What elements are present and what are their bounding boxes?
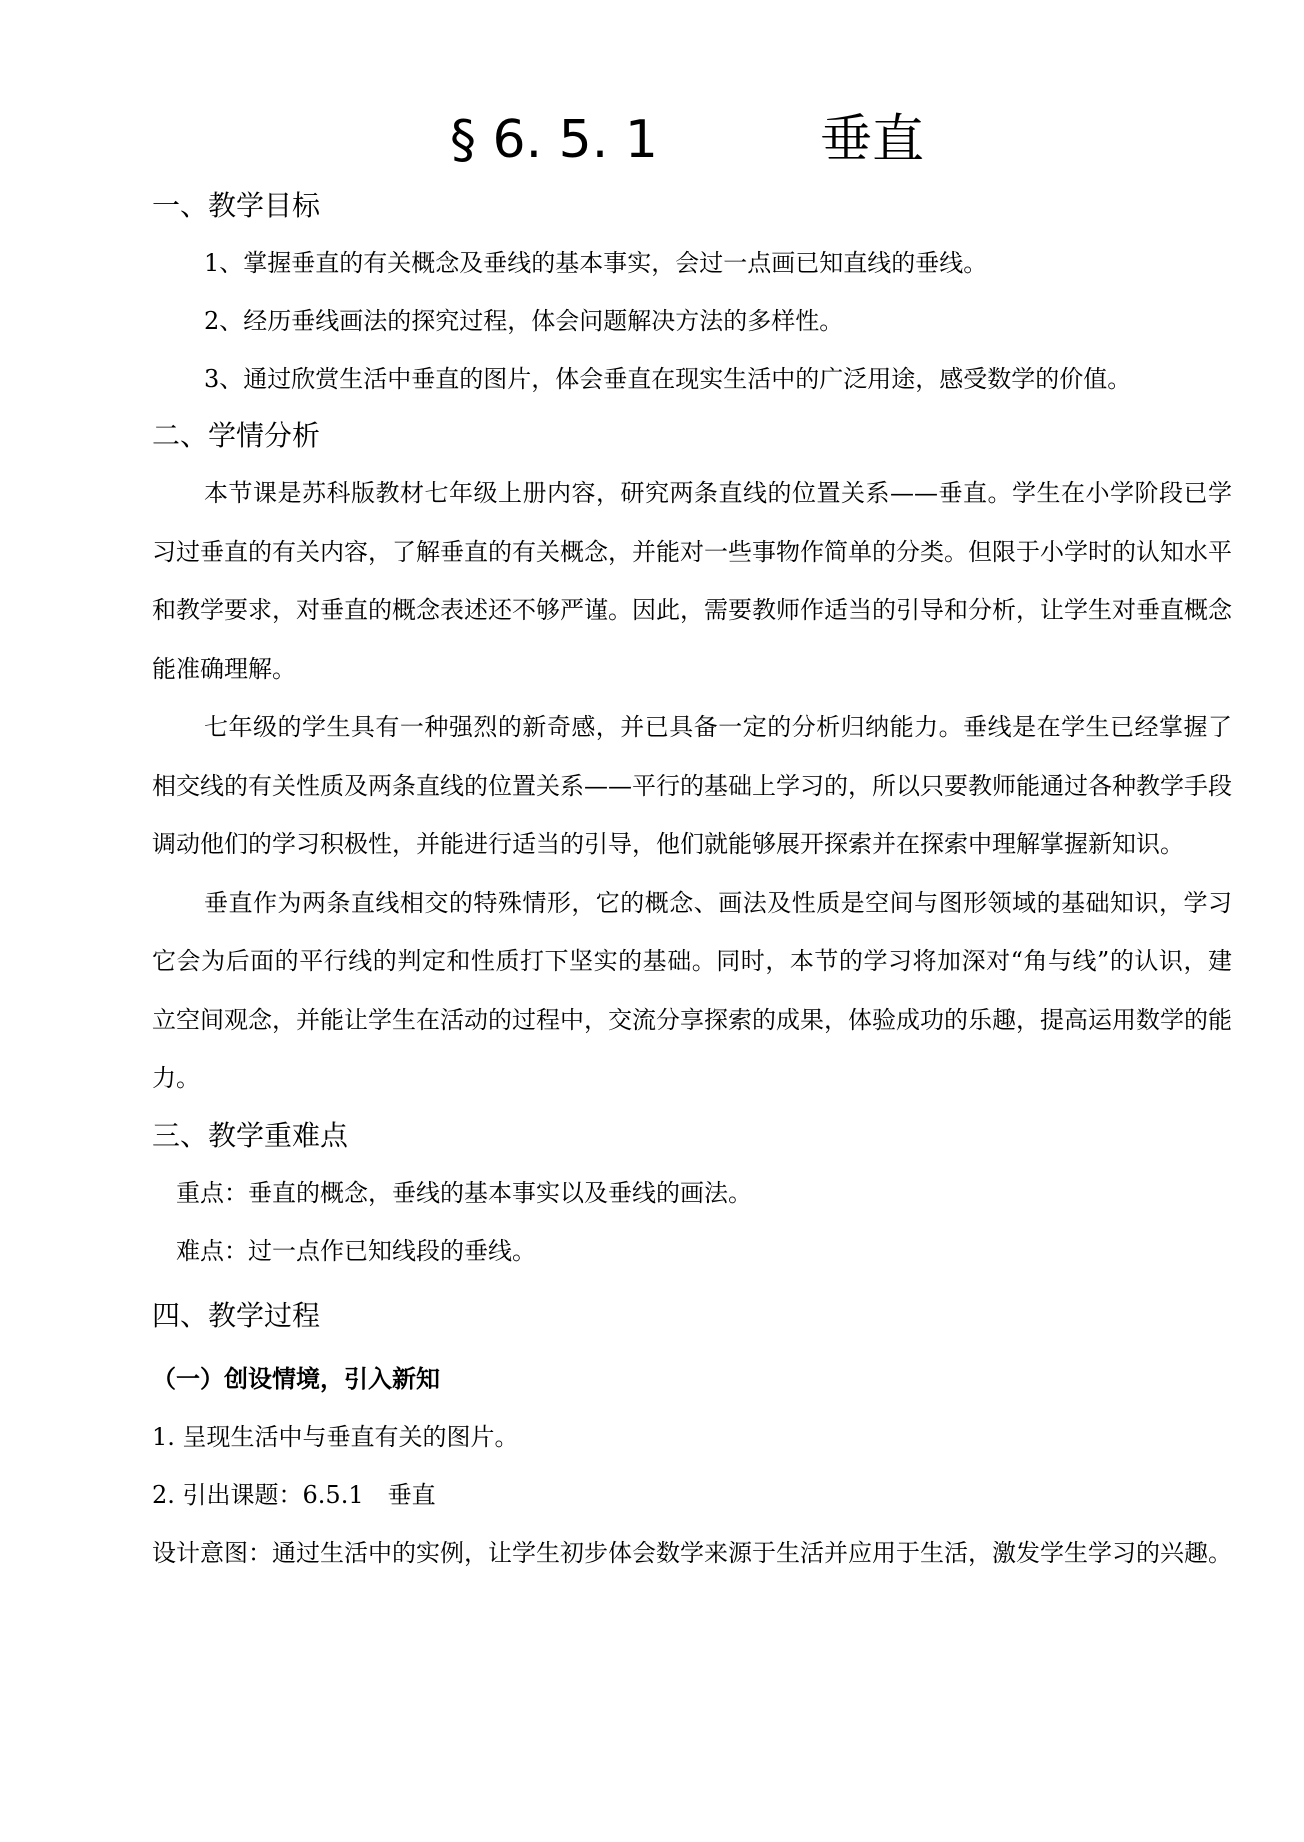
objective-item: 2、经历垂线画法的探究过程，体会问题解决方法的多样性。 — [204, 307, 844, 335]
analysis-paragraph: 垂直作为两条直线相交的特殊情形，它的概念、画法及性质是空间与图形领域的基础知识，学习它会为后面的平行线的判定和性质打下坚实的基础。同时，本节的学习将加深对“角与线”的认识，建立空间观念，并能让学生在活动的过程中，交流分享探索的成果，体验成功的乐趣，提高运用数学的能力。 — [152, 888, 1232, 1092]
objective-item: 3、通过欣赏生活中垂直的图片，体会垂直在现实生活中的广泛用途，感受数学的价值。 — [204, 365, 1132, 393]
process-step: 2. 引出课题：6.5.1 垂直 — [152, 1480, 436, 1509]
title-word: 垂直 — [820, 110, 925, 170]
document-body — [152, 178, 1232, 1582]
process-step: 1. 呈现生活中与垂直有关的图片。 — [152, 1422, 519, 1451]
analysis-paragraph: 七年级的学生具有一种强烈的新奇感，并已具备一定的分析归纳能力。垂线是在学生已经掌握了相交线的有关性质及两条直线的位置关系——平行的基础上学习的，所以只要教师能通过各种教学手段调动他们的学习积极性，并能进行适当的引导，他们就能够展开探索并在探索中理解掌握新知识。 — [152, 713, 1232, 858]
difficulty-text: 难点：过一点作已知线段的垂线。 — [176, 1236, 536, 1265]
key-point-text: 重点：垂直的概念，垂线的基本事实以及垂线的画法。 — [176, 1178, 752, 1207]
sub-heading-situation: （一）创设情境，引入新知 — [152, 1363, 440, 1393]
section-number: § 6. 5. 1 — [450, 110, 658, 170]
heading-key-points: 三、教学重难点 — [152, 1118, 349, 1152]
design-intent-text: 设计意图：通过生活中的实例，让学生初步体会数学来源于生活并应用于生活，激发学生学习的兴趣。 — [152, 1538, 1232, 1567]
analysis-paragraph: 本节课是苏科版教材七年级上册内容，研究两条直线的位置关系——垂直。学生在小学阶段已学习过垂直的有关内容，了解垂直的有关概念，并能对一些事物作简单的分类。但限于小学时的认知水平和教学要求，对垂直的概念表述还不够严谨。因此，需要教师作适当的引导和分析，让学生对垂直概念能准确理解。 — [152, 479, 1232, 683]
heading-analysis: 二、学情分析 — [152, 419, 321, 452]
heading-process: 四、教学过程 — [152, 1298, 321, 1332]
objective-item: 1、掌握垂直的有关概念及垂线的基本事实，会过一点画已知直线的垂线。 — [204, 249, 988, 277]
page-title — [0, 100, 1304, 180]
heading-objectives: 一、教学目标 — [152, 189, 321, 222]
